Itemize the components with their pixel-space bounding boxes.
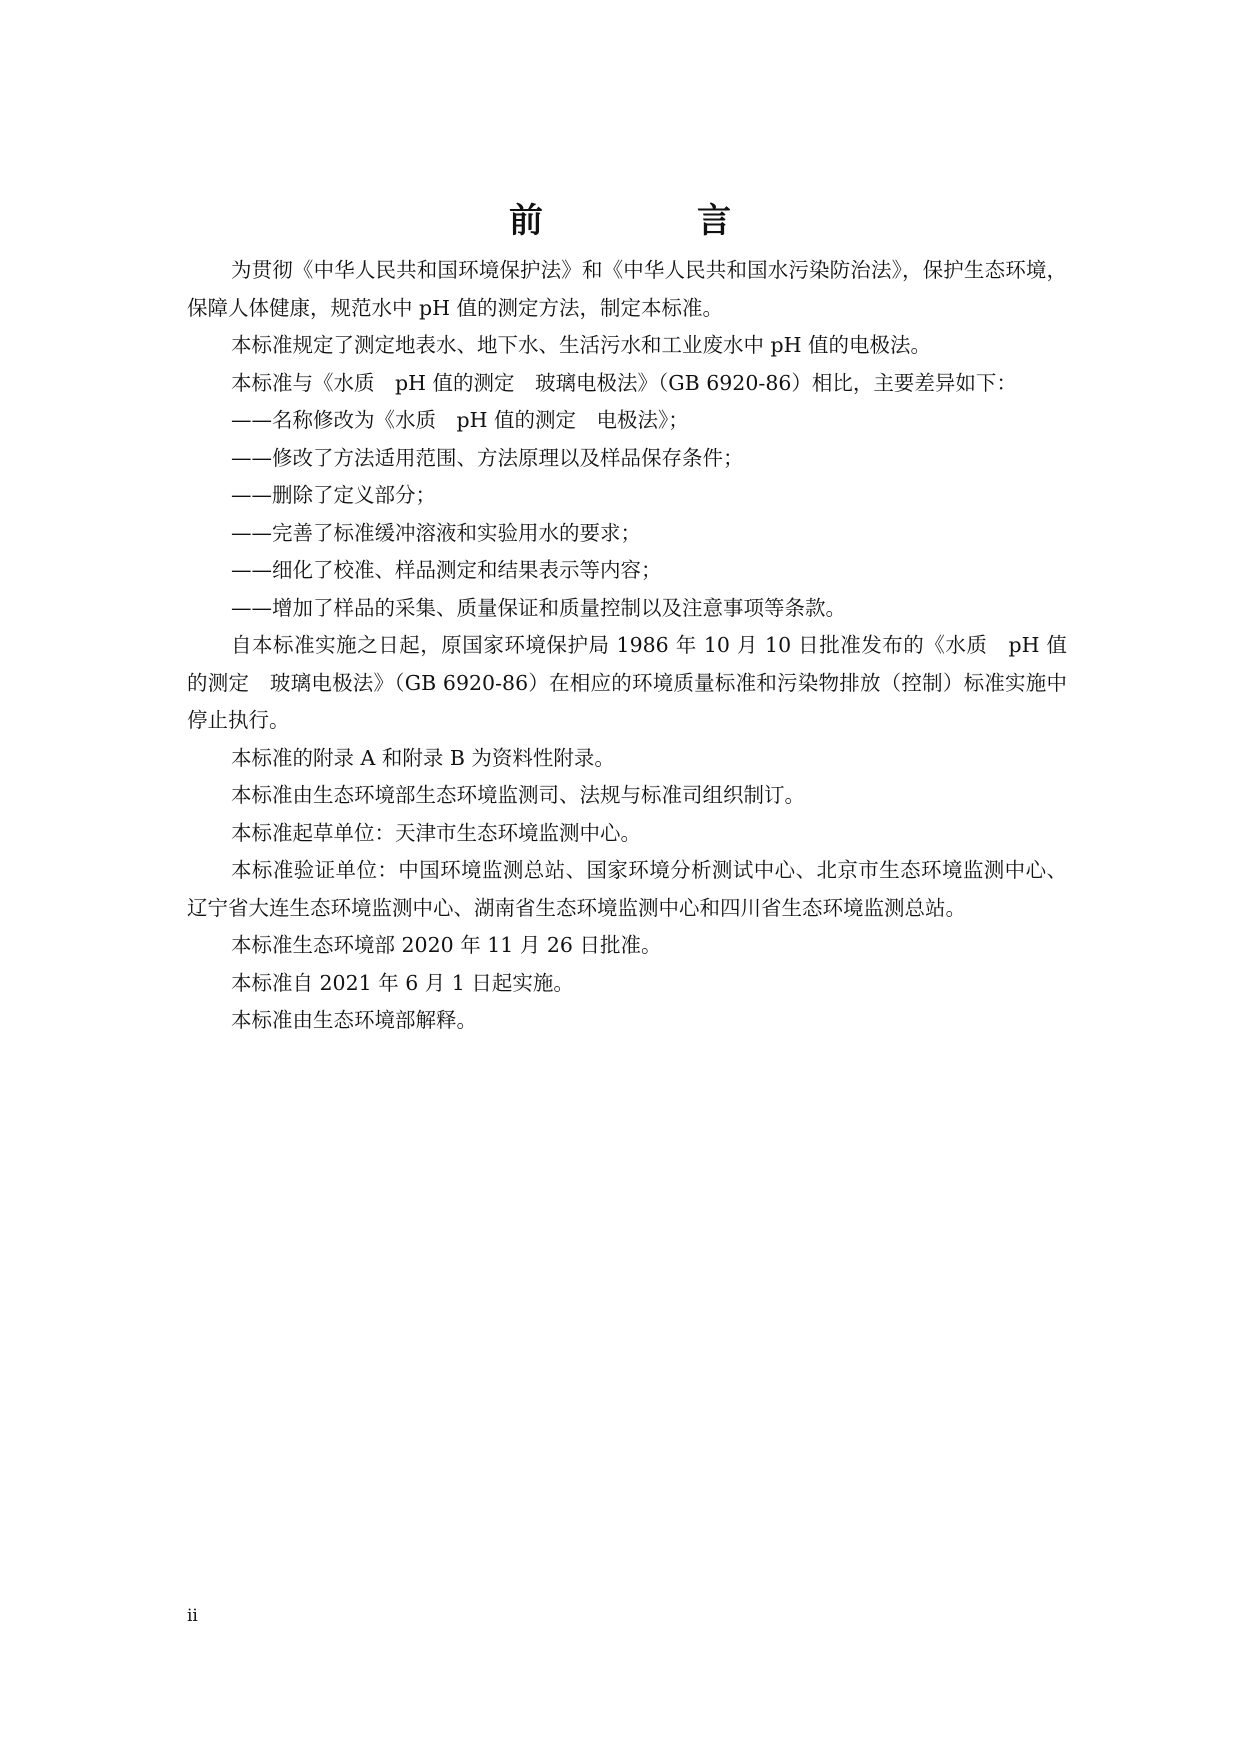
- paragraph-replacement: 自本标准实施之日起，原国家环境保护局 1986 年 10 月 10 日批准发布的《水质 pH 值的测定 玻璃电极法》（GB 6920-86）在相应的环境质量标准和污染物排放（控制）标准实施中停止执行。: [187, 633, 1067, 732]
- paragraph-drafting-unit: 本标准起草单位：天津市生态环境监测中心。: [231, 820, 641, 845]
- difference-item: ——删除了定义部分；: [231, 483, 436, 507]
- paragraph-verification-units: 本标准验证单位：中国环境监测总站、国家环境分析测试中心、北京市生态环境监测中心、辽宁省大连生态环境监测中心、湖南省生态环境监测中心和四川省生态环境监测总站。: [187, 858, 1067, 920]
- paragraph-differences-intro: 本标准与《水质 pH 值的测定 玻璃电极法》（GB 6920-86）相比，主要差异如下：: [231, 370, 1017, 395]
- difference-item: ——名称修改为《水质 pH 值的测定 电极法》；: [231, 408, 689, 432]
- paragraph-effective-date: 本标准自 2021 年 6 月 1 日起实施。: [231, 970, 574, 995]
- paragraph-approval-date: 本标准生态环境部 2020 年 11 月 26 日批准。: [231, 933, 662, 957]
- paragraph-interpretation: 本标准由生态环境部解释。: [231, 1008, 477, 1032]
- page-title: 前 言: [509, 200, 791, 241]
- document-body: [187, 252, 1067, 1040]
- difference-item: ——增加了样品的采集、质量保证和质量控制以及注意事项等条款。: [231, 595, 846, 620]
- difference-item: ——细化了校准、样品测定和结果表示等内容；: [231, 558, 662, 582]
- paragraph-purpose: 为贯彻《中华人民共和国环境保护法》和《中华人民共和国水污染防治法》，保护生态环境，保障人体健康，规范水中 pH 值的测定方法，制定本标准。: [187, 258, 1067, 320]
- paragraph-scope: 本标准规定了测定地表水、地下水、生活污水和工业废水中 pH 值的电极法。: [231, 333, 932, 357]
- paragraph-appendix: 本标准的附录 A 和附录 B 为资料性附录。: [231, 745, 615, 770]
- page-number: ii: [187, 1606, 198, 1626]
- paragraph-organizer: 本标准由生态环境部生态环境监测司、法规与标准司组织制订。: [231, 783, 805, 807]
- difference-item: ——完善了标准缓冲溶液和实验用水的要求；: [231, 520, 641, 545]
- difference-item: ——修改了方法适用范围、方法原理以及样品保存条件；: [231, 445, 744, 470]
